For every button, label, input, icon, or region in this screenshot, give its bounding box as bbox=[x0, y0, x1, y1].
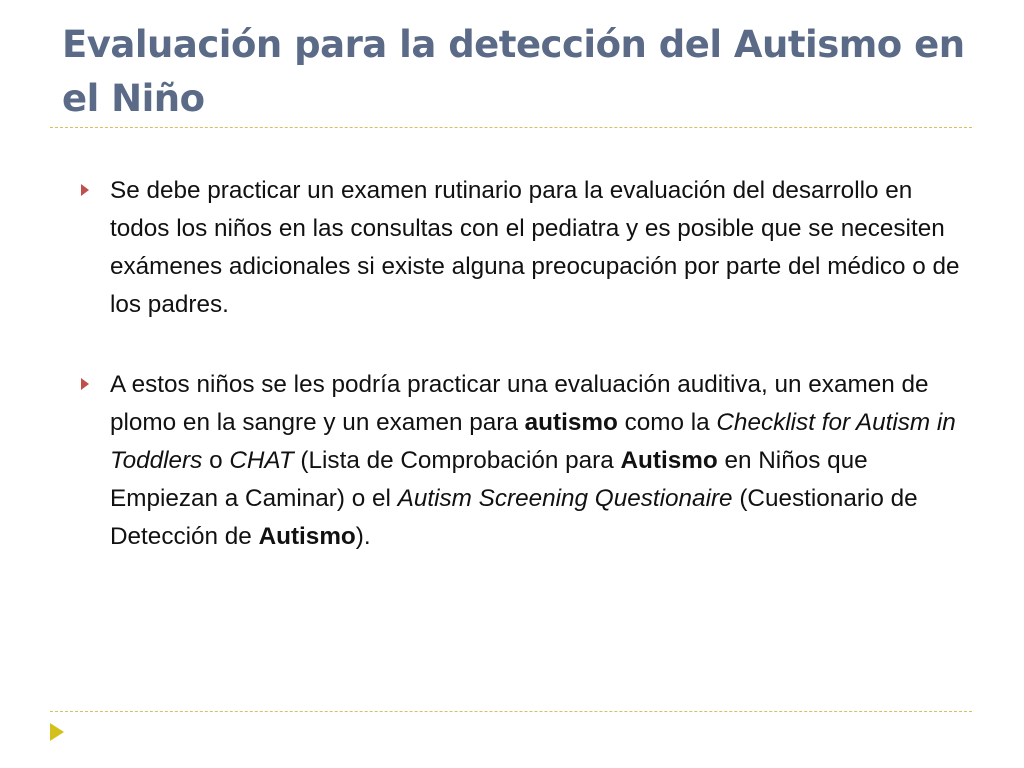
bold-term: Autismo bbox=[258, 523, 356, 550]
text-run: ). bbox=[355, 523, 371, 550]
triangle-right-icon bbox=[81, 378, 89, 390]
slide-title: Evaluación para la detección del Autismo en el Niño bbox=[62, 23, 965, 120]
text-run: en Niños que Empiezan a Caminar) o el bbox=[110, 447, 868, 512]
italic-term: CHAT bbox=[229, 447, 294, 474]
text-run: (Lista de Comprobación para bbox=[293, 447, 621, 474]
bullet-text: Se debe practicar un examen rutinario para la evaluación del desarrollo en todos los niños en las consultas con el pediatra y es posible que se necesiten exámenes adicionales si existe alguna preocupación por parte del médico o de los padres. bbox=[110, 177, 960, 318]
bullet-text bbox=[110, 371, 956, 550]
italic-term: Autism Screening Questionaire bbox=[397, 485, 733, 512]
text-run: (Cuestionario de Detección de bbox=[110, 485, 918, 550]
triangle-right-icon bbox=[81, 184, 89, 196]
triangle-right-icon bbox=[50, 723, 64, 741]
bold-term: autismo bbox=[524, 409, 618, 436]
text-run: como la bbox=[617, 409, 717, 436]
bold-term: Autismo bbox=[620, 447, 718, 474]
italic-term: Checklist for Autism in Toddlers bbox=[110, 409, 956, 474]
bullet-item bbox=[78, 172, 978, 324]
text-run: A estos niños se les podría practicar una evaluación auditiva, un examen de plomo en la sangre y un examen para bbox=[110, 371, 929, 436]
text-run: o bbox=[202, 447, 230, 474]
footer-divider bbox=[50, 711, 972, 712]
bullet-item bbox=[78, 366, 978, 556]
title-divider bbox=[50, 127, 972, 128]
slide-content bbox=[78, 172, 978, 598]
